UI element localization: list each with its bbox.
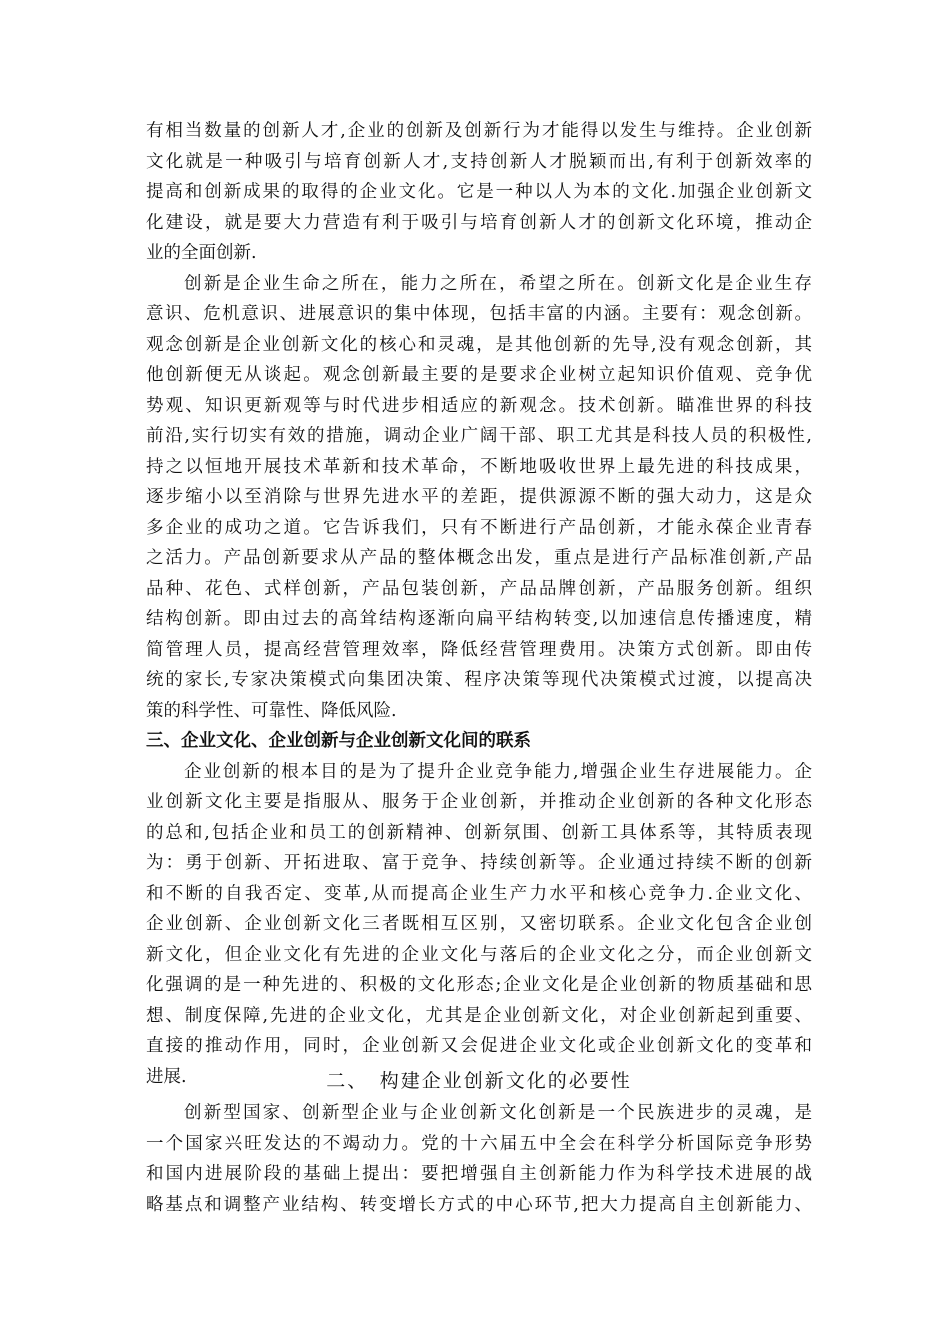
text-line: 有相当数量的创新人才,企业的创新及创新行为才能得以发生与维持。企业创新: [146, 121, 812, 141]
text-line: 之活力。产品创新要求从产品的整体概念出发，重点是进行产品标准创新,产品: [146, 548, 812, 568]
text-line: 化建设，就是要大力营造有利于吸引与培育创新人才的创新文化环境，推动企: [146, 212, 812, 233]
text-line: 简管理人员，提高经营管理效率，降低经营管理费用。决策方式创新。即由传: [146, 639, 812, 660]
text-line: 和国内进展阶段的基础上提出：要把增强自主创新能力作为科学技术进展的战: [146, 1164, 812, 1184]
section-title-necessity: 二、 构建企业创新文化的必要性: [326, 1070, 632, 1092]
text-line: 文化就是一种吸引与培育创新人才,支持创新人才脱颖而出,有利于创新效率的: [146, 151, 812, 172]
text-line: 企业创新的根本目的是为了提升企业竞争能力,增强企业生存进展能力。企: [184, 761, 812, 782]
section-heading-three: 三、企业文化、企业创新与企业创新文化间的联系: [146, 731, 531, 751]
text-line: 想、制度保障,先进的企业文化，尤其是企业创新文化，对企业创新起到重要、: [146, 1005, 812, 1026]
text-line: 逐步缩小以至消除与世界先进水平的差距，提供源源不断的强大动力，这是众: [146, 487, 812, 507]
text-line: 品种、花色、式样创新，产品包装创新，产品品牌创新，产品服务创新。组织: [146, 578, 812, 599]
text-line: 进展.: [146, 1066, 187, 1087]
paragraph-innovative-nation: [146, 1098, 812, 1220]
text-line: 持之以恒地开展技术革新和技术革命，不断地吸收世界上最先进的科技成果，: [146, 456, 812, 477]
text-line: 企业创新、企业创新文化三者既相互区别，又密切联系。企业文化包含企业创: [146, 914, 812, 934]
text-line: 略基点和调整产业结构、转变增长方式的中心环节,把大力提高自主创新能力、: [146, 1194, 812, 1215]
text-line: 策的科学性、可靠性、降低风险.: [146, 700, 397, 721]
text-line: 多企业的成功之道。它告诉我们，只有不断进行产品创新，才能永葆企业青春: [146, 517, 812, 538]
text-line: 他创新便无从谈起。观念创新最主要的是要求企业树立起知识价值观、竞争优: [146, 365, 812, 385]
text-line: 业创新文化主要是指服从、服务于企业创新，并推动企业创新的各种文化形态: [146, 792, 812, 812]
text-line: 新文化，但企业文化有先进的企业文化与落后的企业文化之分，而企业创新文: [146, 944, 812, 965]
text-line: 意识、危机意识、进展意识的集中体现，包括丰富的内涵。主要有：观念创新。: [146, 304, 812, 324]
text-line: 的总和,包括企业和员工的创新精神、创新氛围、创新工具体系等，其特质表现: [146, 822, 812, 843]
text-line: 结构创新。即由过去的高耸结构逐渐向扁平结构转变,以加速信息传播速度，精: [146, 609, 812, 629]
text-line: 和不断的自我否定、变革,从而提高企业生产力水平和核心竞争力.企业文化、: [146, 883, 812, 904]
text-line: 前沿,实行切实有效的措施，调动企业广阔干部、职工尤其是科技人员的积极性,: [146, 426, 812, 446]
paragraph-innovation-talent: [146, 116, 812, 1092]
text-line: 统的家长,专家决策模式向集团决策、程序决策等现代决策模式过渡，以提高决: [146, 670, 812, 690]
text-line: 为：勇于创新、开拓进取、富于竞争、持续创新等。企业通过持续不断的创新: [146, 853, 812, 873]
text-line: 直接的推动作用，同时，企业创新又会促进企业文化或企业创新文化的变革和: [146, 1036, 812, 1056]
text-line: 化强调的是一种先进的、积极的文化形态;企业文化是企业创新的物质基础和思: [146, 975, 812, 995]
text-line: 提高和创新成果的取得的企业文化。它是一种以人为本的文化.加强企业创新文: [146, 182, 812, 202]
text-line: 观念创新是企业创新文化的核心和灵魂，是其他创新的先导,没有观念创新，其: [146, 334, 812, 355]
text-line: 业的全面创新.: [146, 243, 257, 263]
text-line: 势观、知识更新观等与时代进步相适应的新观念。技术创新。瞄准世界的科技: [146, 395, 812, 416]
text-line: 一个国家兴旺发达的不竭动力。党的十六届五中全会在科学分析国际竞争形势: [146, 1133, 812, 1154]
text-line: 创新是企业生命之所在，能力之所在，希望之所在。创新文化是企业生存: [184, 273, 812, 294]
text-line: 创新型国家、创新型企业与企业创新文化创新是一个民族进步的灵魂，是: [184, 1103, 812, 1123]
